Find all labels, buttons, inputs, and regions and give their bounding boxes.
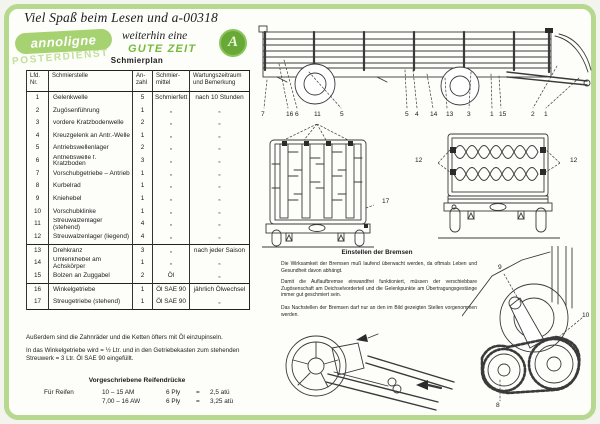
col-header-schmierstelle: Schmierstelle [49,71,133,92]
cell-mittel: „ [153,231,190,244]
cell-anzahl: 2 [133,117,153,130]
tire-pressures-title: Vorgeschriebene Reifendrücke [88,377,186,384]
cell-nr: 1 [27,92,49,105]
cell-nr: 3 [27,117,49,130]
schmierplan-table [26,70,250,310]
cell-anzahl: 1 [133,296,153,309]
callout-number: 7 [261,111,265,118]
cell-nr: 14 [27,257,49,270]
cell-nr: 7 [27,168,49,181]
cell-nr: 11 [27,218,49,231]
cell-mittel: Öl SAE 90 [153,283,190,296]
table-row [27,130,250,143]
cell-stelle: Streuwalzenlager (liegend) [49,231,133,244]
callout-number: 6 [295,111,299,118]
cell-stelle: Gelenkwelle [49,92,133,105]
table-row [27,257,250,270]
col-header-anzahl: An-zahl [133,71,153,92]
cell-nr: 16 [27,283,49,296]
cell-mittel: „ [153,180,190,193]
brake-adjustment-diagram [276,330,466,418]
table-row [27,270,250,283]
tire-label: Für Reifen [44,389,74,396]
cell-wartung: „ [190,231,250,244]
cell-mittel: „ [153,105,190,118]
table-row [27,193,250,206]
callout-number: 17 [382,198,390,205]
cell-wartung: „ [190,218,250,231]
annoligne-logo: annoligne [15,28,113,54]
cell-nr: 8 [27,180,49,193]
cell-anzahl: 1 [133,257,153,270]
cell-anzahl: 1 [133,168,153,181]
cell-wartung: „ [190,206,250,219]
cell-wartung: nach jeder Saison [190,244,250,257]
callout-number: 4 [415,111,419,118]
callout-number: 8 [496,402,500,409]
callout-number: 3 [467,111,471,118]
cell-wartung: „ [190,117,250,130]
rear-view-standing-rollers-diagram [262,124,374,248]
cell-stelle: Streuwalzenlager (stehend) [49,218,133,231]
cell-nr: 13 [27,244,49,257]
cell-mittel: „ [153,193,190,206]
cell-mittel: „ [153,206,190,219]
note-oil-brush: Außerdem sind die Zahnräder und die Ketten öfters mit Öl einzupinseln. [26,334,223,341]
callout-number: 14 [430,111,438,118]
cell-nr: 9 [27,193,49,206]
cell-anzahl: 4 [133,218,153,231]
cell-mittel: „ [153,257,190,270]
cell-stelle: Kurbelrad [49,180,133,193]
cell-mittel: Öl [153,270,190,283]
callout-number: 1 [544,111,548,118]
cell-wartung: „ [190,180,250,193]
brakes-section-title: Einstellen der Bremsen [341,249,413,256]
col-header-wartung: Wartungszeitraum und Bemerkung [190,71,250,92]
chain-drive-diagram [462,246,592,416]
callout-number: 5 [340,111,344,118]
tire-ply: 6 Ply [166,398,181,406]
table-row [27,105,250,118]
cell-stelle: Vorschubklinke [49,206,133,219]
cell-mittel: „ [153,130,190,143]
logo-badge: A [219,29,247,57]
cell-stelle: Vorschubgetriebe – Antrieb [49,168,133,181]
cell-anzahl: 2 [133,270,153,283]
callout-number: 1 [490,111,494,118]
callout-number: 11 [314,111,321,118]
cell-anzahl: 1 [133,283,153,296]
tagline-line1: weiterhin eine [122,30,188,42]
cell-stelle: Streugetriebe (stehend) [49,296,133,309]
callout-number: 12 [415,157,423,164]
cell-stelle: Umlenkhebel am Achskörper [49,257,133,270]
tire-ply: 6 Ply [166,389,181,396]
table-row [27,168,250,181]
cell-anzahl: 1 [133,193,153,206]
callout-number: 13 [446,111,454,118]
cell-mittel: „ [153,117,190,130]
tire-pressures-table [44,388,254,407]
cell-anzahl: 1 [133,180,153,193]
handwritten-note: Viel Spaß beim Lesen und a-00318 [24,10,218,25]
callout-number: 9 [498,264,502,271]
tagline-line2: GUTE ZEIT [128,43,197,55]
callout-number: 2 [531,111,535,118]
cell-mittel: „ [153,142,190,155]
equals-sign: = [196,389,200,396]
cell-stelle: Winkelgetriebe [49,283,133,296]
brakes-paragraph: Die Wirksamkeit der Bremsen muß laufend überwacht werden, da oftmals Leben und Gesundheit davon abhängt. [281,261,477,274]
cell-wartung: „ [190,168,250,181]
cell-stelle: Drehkranz [49,244,133,257]
callout-number: 16 [286,111,294,118]
cell-wartung: „ [190,130,250,143]
col-header-nr: Lfd. Nr. [27,71,49,92]
table-row [27,231,250,244]
cell-wartung: „ [190,142,250,155]
cell-nr: 15 [27,270,49,283]
table-row [27,117,250,130]
trailer-side-view-diagram [257,12,592,112]
cell-nr: 17 [27,296,49,309]
cell-wartung: jährlich Ölwechsel [190,283,250,296]
callout-number: 10 [582,312,590,319]
cell-mittel: „ [153,218,190,231]
cell-mittel: Schmierfett [153,92,190,105]
posterdienst-label: POSTERDIENST [11,47,110,68]
table-row [27,218,250,231]
cell-stelle: Kniehebel [49,193,133,206]
cell-stelle: Bolzen an Zuggabel [49,270,133,283]
tire-pressure: 3,25 atü [210,398,234,406]
table-row [27,142,250,155]
schmierplan-body [27,92,250,310]
tire-size: 10 – 15 AM [102,389,135,396]
tire-size: 7,00 – 16 AW [102,398,141,406]
cell-anzahl: 5 [133,92,153,105]
cell-anzahl: 2 [133,142,153,155]
cell-wartung: „ [190,105,250,118]
cell-mittel: „ [153,168,190,181]
note-oil-fill: In das Winkelgetriebe wird = ½ Ltr. und in den Getriebekasten zum stehenden Streuwerk = 3 Ltr. Öl SAE 90 eingefüllt. [26,347,240,363]
cell-anzahl: 1 [133,130,153,143]
callout-number: 12 [570,157,578,164]
cell-wartung: „ [190,257,250,270]
cell-stelle: Antriebswellenlager [49,142,133,155]
brakes-paragraph: Das Nachstellen der Bremsen darf nur an den im Bild gezeigten Stellen vorgenommen werden. [281,305,477,318]
schmierplan-title: Schmierplan [110,56,164,65]
cell-anzahl: 1 [133,105,153,118]
table-row [27,180,250,193]
cell-mittel: Öl SAE 90 [153,296,190,309]
cell-nr: 12 [27,231,49,244]
table-row [27,244,250,257]
cell-wartung: „ [190,155,250,168]
cell-anzahl: 3 [133,244,153,257]
cell-wartung: „ [190,193,250,206]
cell-nr: 2 [27,105,49,118]
table-row [27,206,250,219]
cell-nr: 6 [27,155,49,168]
cell-nr: 4 [27,130,49,143]
rear-view-lying-augers-diagram [438,126,560,246]
cell-anzahl: 1 [133,206,153,219]
brakes-paragraph: Damit die Auflaufbremse einwandfrei funktioniert, müssen der verschiebbare Zugösenschaft am Deichselvorderteil und die Gelenkpunkte am Übertragungsgestänge immer gut geschmiert sein. [281,279,477,299]
cell-mittel: „ [153,244,190,257]
table-row [27,155,250,168]
side-view-callouts [257,111,592,121]
col-header-schmiermittel: Schmier-mittel [153,71,190,92]
cell-stelle: vordere Kratzbodenwelle [49,117,133,130]
cell-nr: 10 [27,206,49,219]
cell-wartung: „ [190,296,250,309]
callout-number: 5 [405,111,409,118]
cell-mittel: „ [153,155,190,168]
cell-wartung: „ [190,270,250,283]
callout-number: 15 [499,111,507,118]
cell-wartung: nach 10 Stunden [190,92,250,105]
cell-stelle: Antriebswelle f. Kratzboden [49,155,133,168]
cell-nr: 5 [27,142,49,155]
tire-pressure: 2,5 atü [210,389,230,396]
cell-stelle: Zugösenführung [49,105,133,118]
cell-anzahl: 4 [133,231,153,244]
table-row [27,296,250,309]
equals-sign: = [196,398,200,406]
table-row [27,92,250,105]
cell-anzahl: 3 [133,155,153,168]
table-header-row [27,71,250,92]
table-row [27,283,250,296]
cell-stelle: Kreuzgelenk an Antr.-Welle [49,130,133,143]
